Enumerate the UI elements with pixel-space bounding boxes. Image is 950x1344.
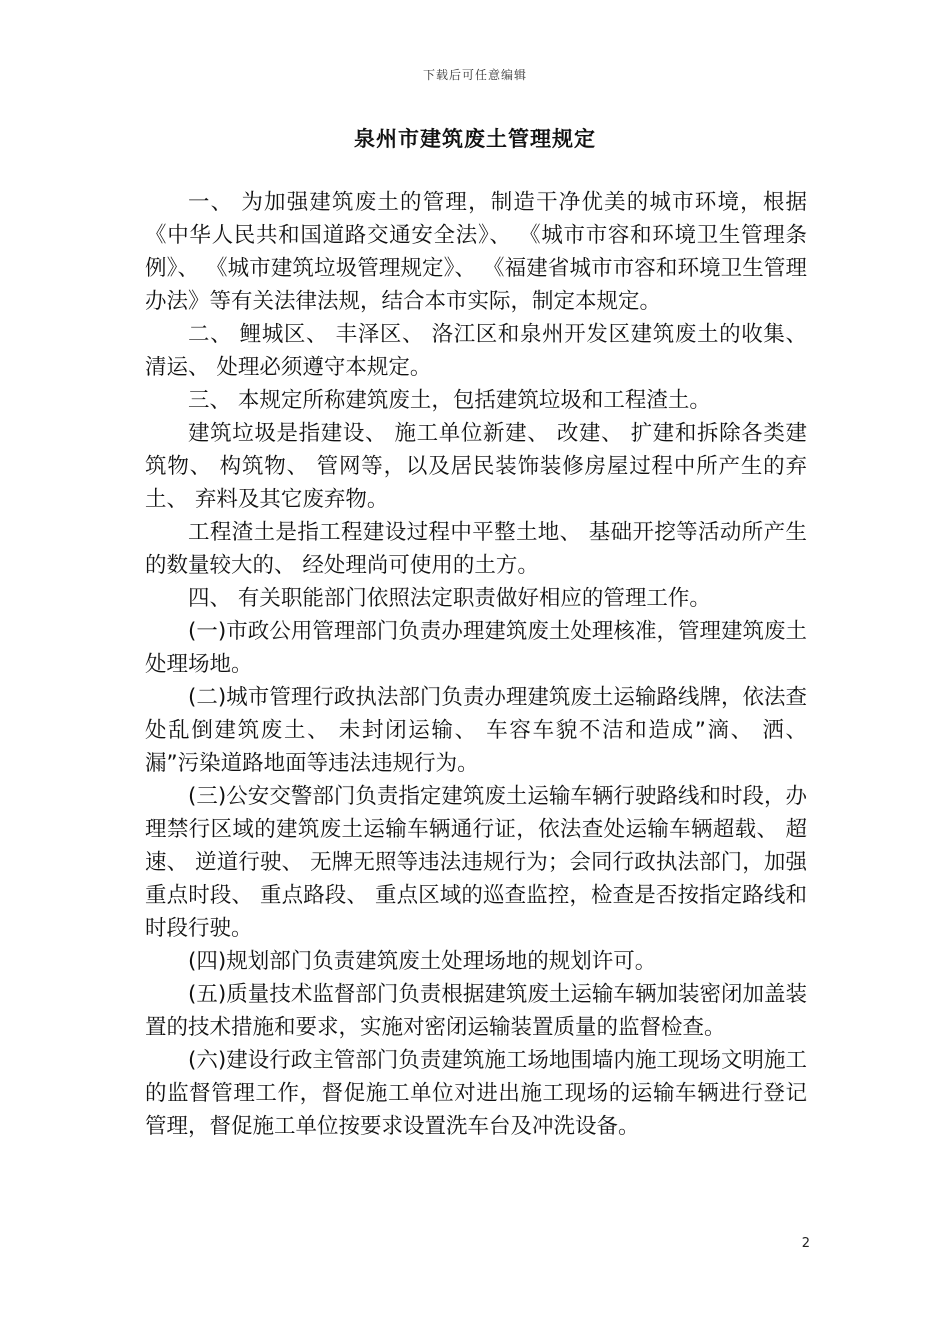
- document-title: 泉州市建筑废土管理规定: [354, 127, 596, 151]
- paragraph-11: (五)质量技术监督部门负责根据建筑废土运输车辆加装密闭加盖装置的技术措施和要求，实施对密闭运输装置质量的监督检查。: [145, 982, 807, 1040]
- paragraph-6: 四、 有关职能部门依照法定职责做好相应的管理工作。: [188, 586, 711, 611]
- page-number: 2: [801, 1236, 810, 1251]
- header-note: 下载后可任意编辑: [422, 68, 527, 82]
- paragraph-10: (四)规划部门负责建筑废土处理场地的规划许可。: [188, 949, 657, 974]
- paragraph-1: 一、 为加强建筑废土的管理，制造干净优美的城市环境，根据《中华人民共和国道路交通安全法》、 《城市市容和环境卫生管理条例》、 《城市建筑垃圾管理规定》、 《福建省城市市容和环境卫生管理办法》等有关法律法规，结合本市实际，制定本规定。: [145, 190, 807, 314]
- paragraph-8: (二)城市管理行政执法部门负责办理建筑废土运输路线牌，依法查处乱倒建筑废土、 未封闭运输、 车容车貌不洁和造成”滴、 洒、 漏”污染道路地面等违法违规行为。: [145, 685, 807, 776]
- paragraph-3: 三、 本规定所称建筑废土，包括建筑垃圾和工程渣土。: [188, 388, 711, 413]
- document-body: [145, 186, 807, 1143]
- paragraph-5: 工程渣土是指工程建设过程中平整土地、 基础开挖等活动所产生的数量较大的、 经处理尚可使用的土方。: [145, 520, 807, 578]
- paragraph-4: 建筑垃圾是指建设、 施工单位新建、 改建、 扩建和拆除各类建筑物、 构筑物、 管网等，以及居民装饰装修房屋过程中所产生的弃土、 弃料及其它废弃物。: [145, 421, 807, 512]
- paragraph-12: (六)建设行政主管部门负责建筑施工场地围墙内施工现场文明施工的监督管理工作，督促施工单位对进出施工现场的运输车辆进行登记管理，督促施工单位按要求设置洗车台及冲洗设备。: [145, 1048, 807, 1139]
- paragraph-9: (三)公安交警部门负责指定建筑废土运输车辆行驶路线和时段，办理禁行区域的建筑废土运输车辆通行证，依法查处运输车辆超载、 超速、 逆道行驶、 无牌无照等违法违规行为；会同行政执法部门，加强重点时段、 重点路段、 重点区域的巡查监控，检查是否按指定路线和时段行驶。: [145, 784, 807, 941]
- paragraph-7: (一)市政公用管理部门负责办理建筑废土处理核准，管理建筑废土处理场地。: [145, 619, 807, 677]
- paragraph-2: 二、 鲤城区、 丰泽区、 洛江区和泉州开发区建筑废土的收集、 清运、 处理必须遵守本规定。: [145, 322, 807, 380]
